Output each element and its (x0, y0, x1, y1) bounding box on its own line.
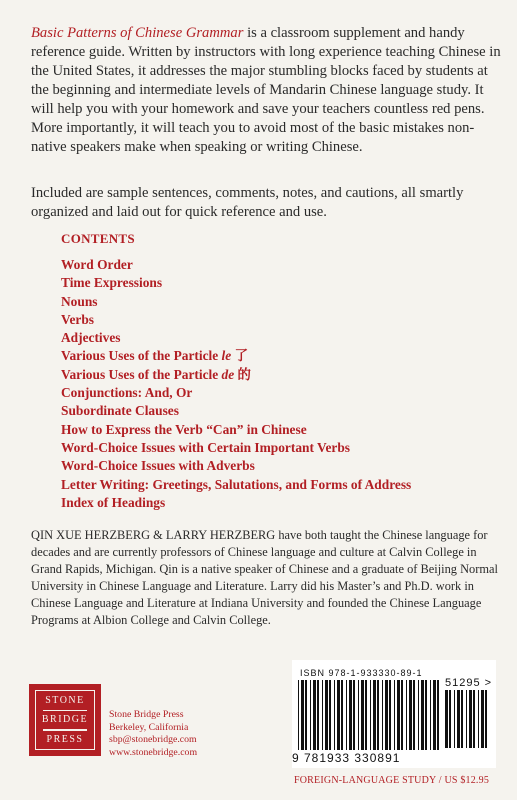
barcode-bar (473, 690, 475, 748)
contents-item (61, 402, 411, 420)
contents-item (61, 347, 411, 365)
barcode-bar (397, 680, 400, 750)
publisher-info (109, 709, 197, 759)
barcode-bar (317, 680, 319, 750)
barcode-bar (449, 690, 451, 748)
contents-item (61, 476, 411, 494)
contents-item-italic: le (221, 348, 232, 364)
contents-item-text: Time Expressions (61, 275, 163, 291)
barcode-bar (389, 680, 391, 750)
contents-item-text: Letter Writing: Greetings, Salutations, and Forms of Address (61, 476, 412, 492)
price-barcode (445, 690, 489, 748)
barcode-number: 9 781933 330891 (292, 751, 401, 765)
contents-item-text: Word Order (61, 257, 133, 272)
contents-item-text: How to Express the Verb “Can” in Chinese (61, 421, 307, 437)
publisher-logo (29, 684, 101, 756)
barcode-bar (445, 690, 448, 748)
barcode-bar (413, 680, 415, 750)
barcode-bar (310, 680, 311, 750)
author-bio: QIN XUE HERZBERG & LARRY HERZBERG have both taught the Chinese language for decades and are currently professors of Chinese language and culture at Calvin College in Grand Rapids, Michigan. Qin is a native speaker of Chinese and a graduate of Beijing Normal University in Chinese Language and Literature. Larry did his Master’s and Ph.D. work in Chinese Language and Literature at Indiana University and founded the Chinese Language Programs at Albion College and Calvin College. (31, 528, 498, 627)
contents-item (61, 494, 411, 512)
barcode-bar (437, 680, 439, 750)
barcode-bar (358, 680, 359, 750)
barcode-bar (329, 680, 331, 750)
publisher-city: Berkeley, California (109, 721, 189, 733)
publisher-website: www.stonebridge.com (109, 746, 198, 758)
book-description (31, 24, 501, 157)
barcode-bar (349, 680, 352, 750)
contents-list (61, 256, 411, 512)
barcode-bar (382, 680, 383, 750)
contents-item-text: Various Uses of the Particle (61, 348, 222, 364)
barcode-bar (353, 680, 355, 750)
barcode-bar (377, 680, 379, 750)
barcode-bar (305, 680, 307, 750)
contents-item-text: Conjunctions: And, Or (61, 385, 193, 401)
barcode-bar (478, 690, 479, 748)
isbn-barcode (298, 680, 440, 750)
publisher-email: sbp@stonebridge.com (109, 734, 197, 745)
book-title: Basic Patterns of Chinese Grammar (31, 25, 244, 41)
logo-divider (43, 729, 87, 731)
barcode-bar (433, 680, 436, 750)
contents-item (61, 329, 411, 347)
category-price: FOREIGN-LANGUAGE STUDY / US $12.95 (294, 775, 490, 786)
barcode-bar (341, 680, 343, 750)
contents-item-text: Subordinate Clauses (61, 403, 179, 419)
logo-frame (35, 690, 95, 750)
price-code: 51295 > (445, 677, 493, 689)
barcode-bar (457, 690, 460, 748)
barcode-bar (469, 690, 472, 748)
isbn-label: ISBN 978-1-933330-89-1 (300, 668, 423, 678)
barcode-bar (370, 680, 371, 750)
barcode-bar (418, 680, 419, 750)
barcode-bar (313, 680, 316, 750)
barcode-bar (394, 680, 395, 750)
barcode-bar (301, 680, 304, 750)
barcode-bar (485, 690, 487, 748)
barcode-bar (322, 680, 323, 750)
contents-item-text: Index of Headings (61, 494, 166, 510)
logo-line-3: PRESS (46, 733, 84, 745)
contents-item (61, 274, 411, 292)
contents-heading: CONTENTS (61, 231, 135, 246)
barcode-bar (409, 680, 412, 750)
description-text: is a classroom supplement and handy reference guide. Written by instructors with long experience teaching Chinese in the United States, it addresses the major stumbling blocks faced by students at the beginning and intermediate levels of Mandarin Chinese language study. It will help you with your homework and save your teachers countless red pens. More importantly, it will teach you to avoid most of the basic mistakes non-native speakers make when speaking or writing Chinese. (31, 25, 501, 155)
barcode-bar (373, 680, 376, 750)
contents-item-text: Word-Choice Issues with Adverbs (61, 458, 255, 474)
barcode-bar (461, 690, 463, 748)
contents-item (61, 256, 411, 274)
contents-item-text: Word-Choice Issues with Certain Important Verbs (61, 439, 351, 455)
contents-item-text: Nouns (61, 293, 98, 309)
contents-item-hanzi: 了 (231, 348, 248, 364)
contents-item (61, 366, 411, 384)
barcode-bar (454, 690, 455, 748)
barcode-bar (346, 680, 347, 750)
barcode-bar (337, 680, 340, 750)
contents-item-text: Various Uses of the Particle (61, 366, 222, 382)
barcode-bar (481, 690, 484, 748)
barcode-bar (298, 680, 299, 750)
barcode-bar (421, 680, 424, 750)
contents-item (61, 421, 411, 439)
contents-item (61, 439, 411, 457)
barcode-bar (385, 680, 388, 750)
contents-item (61, 457, 411, 475)
logo-divider (43, 710, 87, 712)
barcode-bar (430, 680, 431, 750)
contents-item-text: Adjectives (61, 330, 121, 346)
publisher-name: Stone Bridge Press (109, 709, 184, 720)
contents-item (61, 293, 411, 311)
barcode-bar (401, 680, 403, 750)
barcode-bar (425, 680, 427, 750)
contents-item (61, 311, 411, 329)
logo-line-2: BRIDGE (41, 714, 89, 725)
barcode-bar (325, 680, 328, 750)
contents-item-italic: de (221, 366, 235, 382)
barcode-panel (292, 660, 496, 768)
contents-item-text: Verbs (61, 311, 94, 327)
contents-item-hanzi: 的 (234, 366, 251, 382)
logo-line-1: STONE (45, 694, 85, 706)
barcode-bar (365, 680, 367, 750)
barcode-bar (466, 690, 467, 748)
included-text: Included are sample sentences, comments, notes, and cautions, all smartly organized and laid out for quick reference and use. (31, 185, 464, 220)
barcode-bar (334, 680, 335, 750)
barcode-bar (361, 680, 364, 750)
barcode-bar (406, 680, 407, 750)
contents-item (61, 384, 411, 402)
